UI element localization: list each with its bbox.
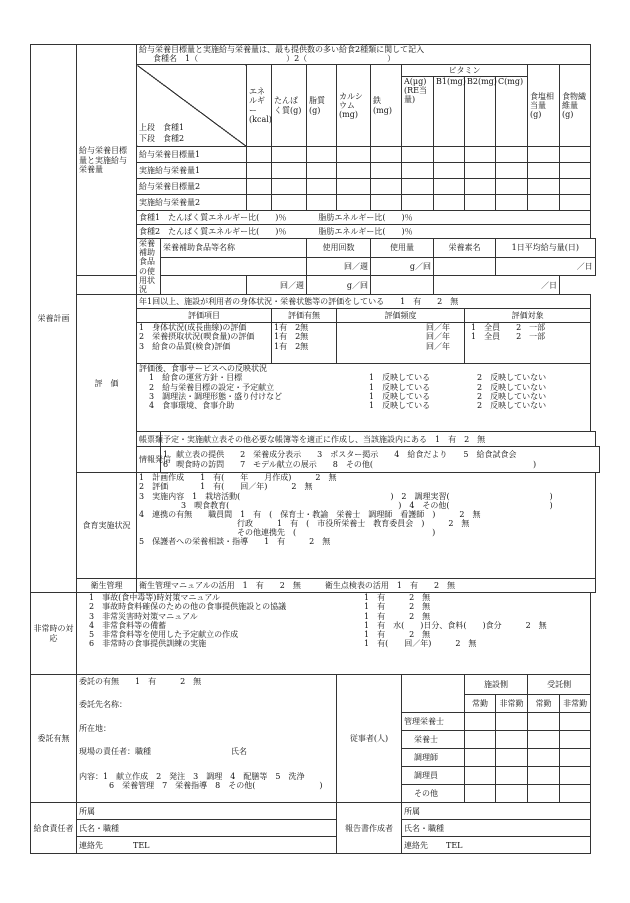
- resp-name: 氏名・職種: [77, 820, 337, 837]
- hygiene-label: 衛生管理: [77, 579, 137, 593]
- col-vit-b1: B1(mg): [434, 77, 465, 147]
- supplement-label: 栄養補助食品の使用状況: [137, 239, 161, 295]
- ledger-label: 帳票類: [137, 432, 161, 447]
- eval-items: 1 身体状況(成長曲線)の評価 2 栄養摂取状況(喫食量)の評価 3 給食の品質(検食)評価: [137, 323, 272, 364]
- col-fat: 脂質(g): [307, 65, 337, 147]
- report-label: 報告書作成者: [337, 803, 402, 854]
- eval-freq: 回／年 回／年 回／年: [337, 323, 465, 364]
- col-protein: たんぱく質(g): [272, 65, 307, 147]
- staff-label: 従事者(人): [337, 675, 402, 803]
- ledger-text: 予定・実施献立表その他必要な帳簿等を適正に作成し、当該施設内にある 1 有 2 無: [161, 432, 596, 447]
- report-contact: 連絡先 TEL: [402, 837, 591, 854]
- supp-h-nutrient: 栄養素名: [434, 239, 496, 258]
- info-lines: 1 献立表の提供 2 栄養成分表示 3 ポスター掲示 4 給食だより 5 給食試食会 6 喫食時の訪問 7 モデル献立の展示 8 その他( ): [161, 447, 600, 473]
- emergency-label: 非常時の対応: [31, 593, 77, 675]
- nutrition-note-cell: [137, 45, 591, 65]
- reflect-title: 評価後、食事サービスへの反映状況: [139, 364, 267, 374]
- eval-label: 評 価: [77, 295, 137, 473]
- role-3: 調理員: [402, 767, 465, 785]
- contract-side: 受託側: [528, 675, 591, 695]
- col-calcium: カルシウム(mg): [337, 65, 371, 147]
- diag-bottom: 下段 食種2: [139, 133, 185, 143]
- col-iron: 鉄(mg): [371, 65, 402, 147]
- form-table: 栄養計画 給与栄養目標量と実施給与栄養量 給与栄養目標量と実施給与栄養量は、最も提供数の多い給食2種類に関して記入 食種名 1（ ）2（ ） 上段 食種1 下段 食種2 エネルギー(kcal) たんぱく質(g) 脂質(g) カルシウム(mg) 鉄(mg) ビタミン 食塩相当量(g) 食物繊維量(g) A(μg)(RE当量) B1(mg) B2(mg) C(mg) 給与栄養目標量1 実施給与栄養量1 給与栄養目標量2 実施給与栄養量2 食種1 たんぱく質エネルギー比( )％ 脂肪エネルギー比( )％ 食種2 たんぱく質エネルギー比( )％ 脂肪エネルギー比( )％ 栄養補助食品の使用状況 栄養補助食品等名称 使用回数 使用量 栄養素名 1日平均給与量(日) 回／週 g／回 ／日 回／週 g／回 ／日 評 価 年1回以上、施設が利用者の身体状況・栄養状態等の評価をしている 1 有 2 無 評価項目 評価有無 評価頻度 評価対象 1 身体状況(成長曲線)の評価 2 栄養摂取状況(喫食量)の評価 3 給食の品質(検食)評価 1有 2無 1有 2無 1有 2無 回／年 回／年 回／年 1 全員 2 一部 1 全員 2 一部 評価後、食事サービスへの反映状況 1 給食の運営方針・目標 2 給与栄養目標の設定・予定献立 3 調理法・調理形態・盛り付けなど 4 食事環境、食事介助 1 反映している 1 反映している 1 反映している 1 反映している 2 反映していない 2 反映していない 2 反映していない 2 反映していない 帳票類 予定・実施献立表その他必要な帳簿等を適正に作成し、当該施設内にある 1 有 2 無 情報発信 1 献立表の提供 2 栄養成分表示 3 ポスター掲示 4 給食だより 5 給食試食会 6 喫食時の訪問 7 モデル献立の展示 8 その他( ) 食育実施状況 1 計画作成 1 有( 年 月作成) 2 無 2 評価 1 有( 回／年) 2 無 3 実施内容 1 栽培活動( ) 2 調理実習( ) 3 喫食教育( ) 4 その他( ) 4 連携の有無 職員間 1 有 ( 保育士・教諭 栄養士 調理師 看護師 ) 2 無 行政 1 有 ( 市役所栄養士 教育委員会 ) 2 無 その他連携先 ( ) 5 保護者への栄養相談・指導 1 有 2 無 衛生管理 衛生管理マニュアルの活用 1 有 2 無 衛生点検表の活用 1 有 2 無 非常時の対応 1 事故(食中毒等)時対策マニュアル 2 事故時食料確保のための他の食事提供施設との協議 3 非常災害時対策マニュアル 4 非常食料等の備蓄 5 非常食料等を使用した予定献立の作成 6 非常時の食事提供訓練の実施 1 有 2 無 1 有 2 無 1 有 2 無 1 有 水( )日分、食料( )食分 2 無 1 有 2 無 1 有( 回／年) 2 無 委託有無 委託の有無 1 有 2 無 委託先名称： 所在地： 現場の責任者：職種 氏名 内容：1 献立作成 2 発注 3 調理 4 配膳等 5 洗浄 6 栄養管理 7 栄養指導 8 その他( ) 従事者(人) 施設側 受託側 常勤 非常勤 常勤 非常勤 管理栄養士 栄養士 調理師 調理員 その他 給食責任者 所属 報告書作成者 所属 氏名・職種 氏名・職種 連絡先 TEL 連絡先 TEL: [30, 44, 600, 854]
- row-actual-2: 実施給与栄養量2: [137, 195, 247, 211]
- diagonal-header: [137, 65, 247, 147]
- supp-daily-unit: ／日: [496, 257, 596, 276]
- col-vit-a: A(μg)(RE当量): [402, 77, 434, 147]
- entrust-label: 委託有無: [31, 675, 77, 803]
- eval-h-freq: 評価頻度: [337, 309, 465, 323]
- nutrition-label: 給与栄養目標量と実施給与栄養量: [77, 45, 137, 276]
- role-0: 管理栄養士: [402, 713, 465, 731]
- role-1: 栄養士: [402, 731, 465, 749]
- entrust-block: 委託の有無 1 有 2 無 委託先名称： 所在地： 現場の責任者：職種 氏名 内容：1 献立作成 2 発注 3 調理 4 配膳等 5 洗浄 6 栄養管理 7 栄養指導 8 その他( ): [77, 675, 337, 803]
- eval-target: 1 全員 2 一部 1 全員 2 一部: [465, 323, 591, 364]
- emergency-block: 1 事故(食中毒等)時対策マニュアル 2 事故時食料確保のための他の食事提供施設との協議 3 非常災害時対策マニュアル 4 非常食料等の備蓄 5 非常食料等を使用した予定献立の作成 6 非常時の食事提供訓練の実施 1 有 2 無 1 有 2 無 1 有 2 無 1 有 水( )日分、食料( )食分 2 無 1 有 2 無 1 有( 回／年) 2 無: [77, 593, 591, 675]
- col-fiber: 食物繊維量(g): [560, 65, 591, 147]
- report-affil: 所属: [402, 803, 591, 820]
- resp-contact: 連絡先 TEL: [77, 837, 337, 854]
- resp-affil: 所属: [77, 803, 337, 820]
- col-vit-c: C(mg): [496, 77, 528, 147]
- row-actual-1: 実施給与栄養量1: [137, 163, 247, 179]
- section-nutrition-plan: 栄養計画: [31, 45, 77, 593]
- reflect-rows: 1 給食の運営方針・目標 2 給与栄養目標の設定・予定献立 3 調理法・調理形態・盛り付けなど 4 食事環境、食事介助 1 反映している 1 反映している 1 反映している 1 反映している 2 反映していない 2 反映していない 2 反映していない 2 反映していない: [149, 373, 547, 410]
- role-4: その他: [402, 785, 465, 803]
- supp-h-amount: 使用量: [371, 239, 434, 258]
- col-energy: エネルギー(kcal): [247, 65, 272, 147]
- meal-name-line: 食種名 1（ ）2（ ）: [153, 54, 396, 64]
- edu-label: 食育実施状況: [77, 473, 137, 579]
- eval-h-yn: 評価有無: [272, 309, 337, 323]
- col-vit-b2: B2(mg): [465, 77, 496, 147]
- supp-h-count: 使用回数: [307, 239, 371, 258]
- facility-side: 施設側: [465, 675, 528, 695]
- eval-question: 年1回以上、施設が利用者の身体状況・栄養状態等の評価をしている 1 有 2 無: [137, 295, 591, 309]
- eval-yn: 1有 2無 1有 2無 1有 2無: [272, 323, 337, 364]
- supp-amount-unit: g／回: [371, 257, 434, 276]
- row-target-2: 給与栄養目標量2: [137, 179, 247, 195]
- inspection-form: [30, 44, 600, 854]
- role-2: 調理師: [402, 749, 465, 767]
- supp-count-unit: 回／週: [307, 257, 371, 276]
- edu-block: 1 計画作成 1 有( 年 月作成) 2 無 2 評価 1 有( 回／年) 2 無 3 実施内容 1 栽培活動( ) 2 調理実習( ) 3 喫食教育( ) 4 その他( ) 4 連携の有無 職員間 1 有 ( 保育士・教諭 栄養士 調理師 看護師 ) 2 無 行政 1 有 ( 市役所栄養士 教育委員会 ) 2 無 その他連携先 ( ) 5 保護者への栄養相談・指導 1 有 2 無: [137, 473, 596, 579]
- col-salt: 食塩相当量(g): [528, 65, 560, 147]
- resp-label: 給食責任者: [31, 803, 77, 854]
- row-target-1: 給与栄養目標量1: [137, 147, 247, 163]
- eval-h-item: 評価項目: [137, 309, 272, 323]
- info-label: 情報発信: [137, 447, 161, 473]
- diag-top: 上段 食種1: [139, 122, 185, 132]
- supp-h-daily: 1日平均給与量(日): [496, 239, 596, 258]
- ratio-row-1: 食種1 たんぱく質エネルギー比( )％ 脂肪エネルギー比( )％: [137, 211, 591, 225]
- ratio-row-2: 食種2 たんぱく質エネルギー比( )％ 脂肪エネルギー比( )％: [137, 225, 591, 239]
- nutrition-note: 給与栄養目標量と実施給与栄養量は、最も提供数の多い給食2種類に関して記入: [139, 45, 425, 54]
- reflect-block: [137, 364, 591, 432]
- vitamin-header: ビタミン: [402, 65, 528, 77]
- eval-h-target: 評価対象: [465, 309, 591, 323]
- report-name: 氏名・職種: [402, 820, 591, 837]
- hygiene-text: 衛生管理マニュアルの活用 1 有 2 無 衛生点検表の活用 1 有 2 無: [137, 579, 596, 593]
- supp-h-name: 栄養補助食品等名称: [161, 239, 307, 258]
